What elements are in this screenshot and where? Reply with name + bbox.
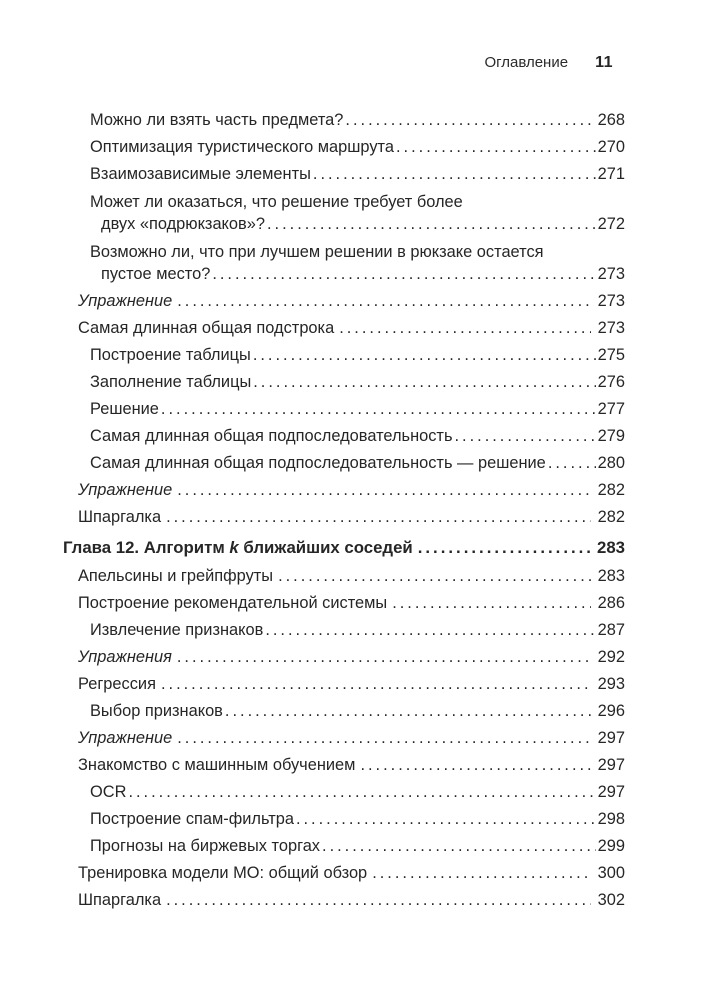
toc-entry-page: 287	[597, 621, 625, 639]
toc-entry-row	[78, 507, 625, 528]
toc-entry-title: Шпаргалка	[78, 508, 162, 526]
toc-entry	[63, 399, 625, 420]
toc-entry-page: 292	[597, 648, 625, 666]
toc-entry	[63, 701, 625, 722]
toc-entry	[63, 863, 625, 884]
dot-leader	[345, 110, 595, 131]
toc-entry	[63, 620, 625, 641]
toc-entry-title: Упражнение	[78, 481, 173, 499]
toc-entry-row	[90, 809, 625, 830]
toc-entry-title: Упражнения	[78, 648, 172, 666]
running-head	[63, 54, 613, 72]
toc-entry	[63, 345, 625, 366]
toc-entry-title-continuation: двух «подрюкзаков»?	[101, 215, 265, 233]
toc-entry-title: Взаимозависимые элементы	[90, 165, 311, 183]
dot-leader	[360, 755, 590, 776]
dot-leader	[396, 137, 596, 158]
toc-entry-page: 273	[597, 319, 625, 337]
toc-entry-title: Упражнение	[78, 729, 173, 747]
toc-entry	[63, 836, 625, 857]
toc-entry	[63, 647, 625, 668]
toc-entry	[63, 890, 625, 911]
dot-leader	[265, 620, 595, 641]
toc-entry-title: Построение спам-фильтра	[90, 810, 294, 828]
toc-entry	[63, 537, 625, 558]
toc-entry	[63, 372, 625, 393]
dot-leader	[278, 566, 591, 587]
toc-entry-page: 296	[597, 702, 625, 720]
toc-entry	[63, 426, 625, 447]
toc-entry-page: 275	[597, 346, 625, 364]
toc-entry-page: 273	[597, 265, 625, 283]
title-text: Глава 12. Алгоритм	[63, 538, 230, 557]
toc-entry-page: 283	[597, 538, 625, 557]
toc-entry-title: Тренировка модели МО: общий обзор	[78, 864, 368, 882]
toc-entry-row	[90, 453, 625, 474]
toc-entry	[63, 782, 625, 803]
toc-entry-title: Знакомство с машинным обучением	[78, 756, 356, 774]
toc-entry-row	[90, 263, 625, 285]
toc-entry-row	[90, 836, 625, 857]
toc-entry-title: Апельсины и грейпфруты	[78, 567, 274, 585]
toc-entry-page: 279	[597, 427, 625, 445]
toc-entry-row	[78, 728, 625, 749]
toc-entry-title	[63, 537, 413, 558]
toc-entry-title: Построение рекомендательной системы	[78, 594, 388, 612]
toc-entry-page: 297	[597, 756, 625, 774]
toc-entry-title: Регрессия	[78, 675, 156, 693]
toc-entry-page: 272	[597, 215, 625, 233]
italic-term: k	[229, 538, 239, 557]
toc-entry-row	[78, 863, 625, 884]
toc-entry-row	[90, 372, 625, 393]
toc-entry-row	[90, 701, 625, 722]
dot-leader	[177, 728, 590, 749]
toc-entry-row	[90, 620, 625, 641]
toc-entry-title: Можно ли взять часть предмета?	[90, 111, 344, 129]
running-head-title: Оглавление	[484, 54, 569, 71]
toc-entry-row	[90, 137, 625, 158]
toc-entry-page: 299	[597, 837, 625, 855]
toc-entry-title-continuation: пустое место?	[101, 265, 211, 283]
dot-leader	[177, 480, 590, 501]
toc-entry-page: 276	[597, 373, 625, 391]
toc-entry-row	[78, 593, 625, 614]
dot-leader	[253, 372, 595, 393]
toc-entry	[63, 164, 625, 185]
dot-leader	[166, 507, 591, 528]
toc-entry-page: 282	[597, 481, 625, 499]
toc-entry	[63, 480, 625, 501]
toc-entry	[63, 291, 625, 312]
toc-entry-page: 293	[597, 675, 625, 693]
toc-entry-row	[90, 110, 625, 131]
dot-leader	[418, 537, 590, 558]
toc-entry-row	[78, 755, 625, 776]
toc-entry-page: 286	[597, 594, 625, 612]
dot-leader	[392, 593, 590, 614]
toc-entry-page: 270	[597, 138, 625, 156]
toc-entry-row	[90, 426, 625, 447]
toc-entry-title: Может ли оказаться, что решение требует более	[90, 193, 463, 211]
toc-entry-title: Извлечение признаков	[90, 621, 264, 639]
toc-entry-page: 302	[597, 891, 625, 909]
toc-entry-page: 277	[597, 400, 625, 418]
dot-leader	[313, 164, 596, 185]
toc-entry-page: 273	[597, 292, 625, 310]
dot-leader	[454, 426, 595, 447]
toc-entry-row	[78, 674, 625, 695]
toc-entry-page: 300	[597, 864, 625, 882]
toc-entry-page: 282	[597, 508, 625, 526]
toc-list	[63, 110, 625, 911]
toc-entry-title: Прогнозы на биржевых торгах	[90, 837, 321, 855]
toc-entry	[63, 241, 625, 285]
toc-entry-row	[90, 782, 625, 803]
toc-entry-title: Заполнение таблицы	[90, 373, 252, 391]
toc-entry-row	[78, 890, 625, 911]
toc-entry-title: Построение таблицы	[90, 346, 251, 364]
toc-entry-page: 297	[597, 783, 625, 801]
title-text: ближайших соседей	[238, 538, 413, 557]
toc-entry	[63, 674, 625, 695]
toc-entry-title: Самая длинная общая подпоследовательность — решение	[90, 454, 546, 472]
dot-leader	[161, 399, 596, 420]
dot-leader	[212, 263, 595, 285]
toc-entry-row	[90, 164, 625, 185]
toc-entry-title: Самая длинная общая подстрока	[78, 319, 335, 337]
dot-leader	[166, 890, 591, 911]
toc-entry	[63, 728, 625, 749]
dot-leader	[372, 863, 590, 884]
dot-leader	[128, 782, 595, 803]
toc-entry-row	[78, 291, 625, 312]
toc-entry-title: Решение	[90, 400, 159, 418]
dot-leader	[322, 836, 596, 857]
dot-leader	[177, 291, 590, 312]
toc-entry-row	[78, 318, 625, 339]
toc-entry	[63, 191, 625, 235]
toc-entry	[63, 453, 625, 474]
toc-entry-page: 283	[597, 567, 625, 585]
page-number: 11	[595, 54, 613, 71]
dot-leader	[225, 701, 596, 722]
toc-entry-title: Упражнение	[78, 292, 173, 310]
toc-entry	[63, 566, 625, 587]
toc-entry-row	[78, 647, 625, 668]
toc-entry-title: OCR	[90, 783, 127, 801]
dot-leader	[161, 674, 591, 695]
toc-entry-row	[78, 566, 625, 587]
toc-entry-title: Оптимизация туристического маршрута	[90, 138, 394, 156]
dot-leader	[177, 647, 591, 668]
dot-leader	[339, 318, 590, 339]
toc-entry-title: Возможно ли, что при лучшем решении в рюкзаке остается	[90, 243, 544, 261]
toc-entry	[63, 755, 625, 776]
toc-entry-title: Шпаргалка	[78, 891, 162, 909]
toc-entry	[63, 110, 625, 131]
toc-entry-row	[90, 399, 625, 420]
toc-entry	[63, 809, 625, 830]
toc-entry	[63, 507, 625, 528]
toc-entry-page: 271	[597, 165, 625, 183]
toc-entry-row	[78, 480, 625, 501]
toc-entry-title: Самая длинная общая подпоследовательность	[90, 427, 453, 445]
toc-entry-row	[63, 537, 625, 558]
toc-entry-page: 268	[597, 111, 625, 129]
toc-entry	[63, 137, 625, 158]
dot-leader	[253, 345, 596, 366]
toc-entry	[63, 593, 625, 614]
toc-entry-page: 280	[597, 454, 625, 472]
toc-entry-row	[90, 345, 625, 366]
toc-entry-page: 298	[597, 810, 625, 828]
toc-entry-page: 297	[597, 729, 625, 747]
toc-entry-title: Выбор признаков	[90, 702, 223, 720]
toc-entry	[63, 318, 625, 339]
toc-entry-row	[90, 213, 625, 235]
dot-leader	[267, 213, 596, 235]
dot-leader	[548, 453, 596, 474]
dot-leader	[296, 809, 596, 830]
